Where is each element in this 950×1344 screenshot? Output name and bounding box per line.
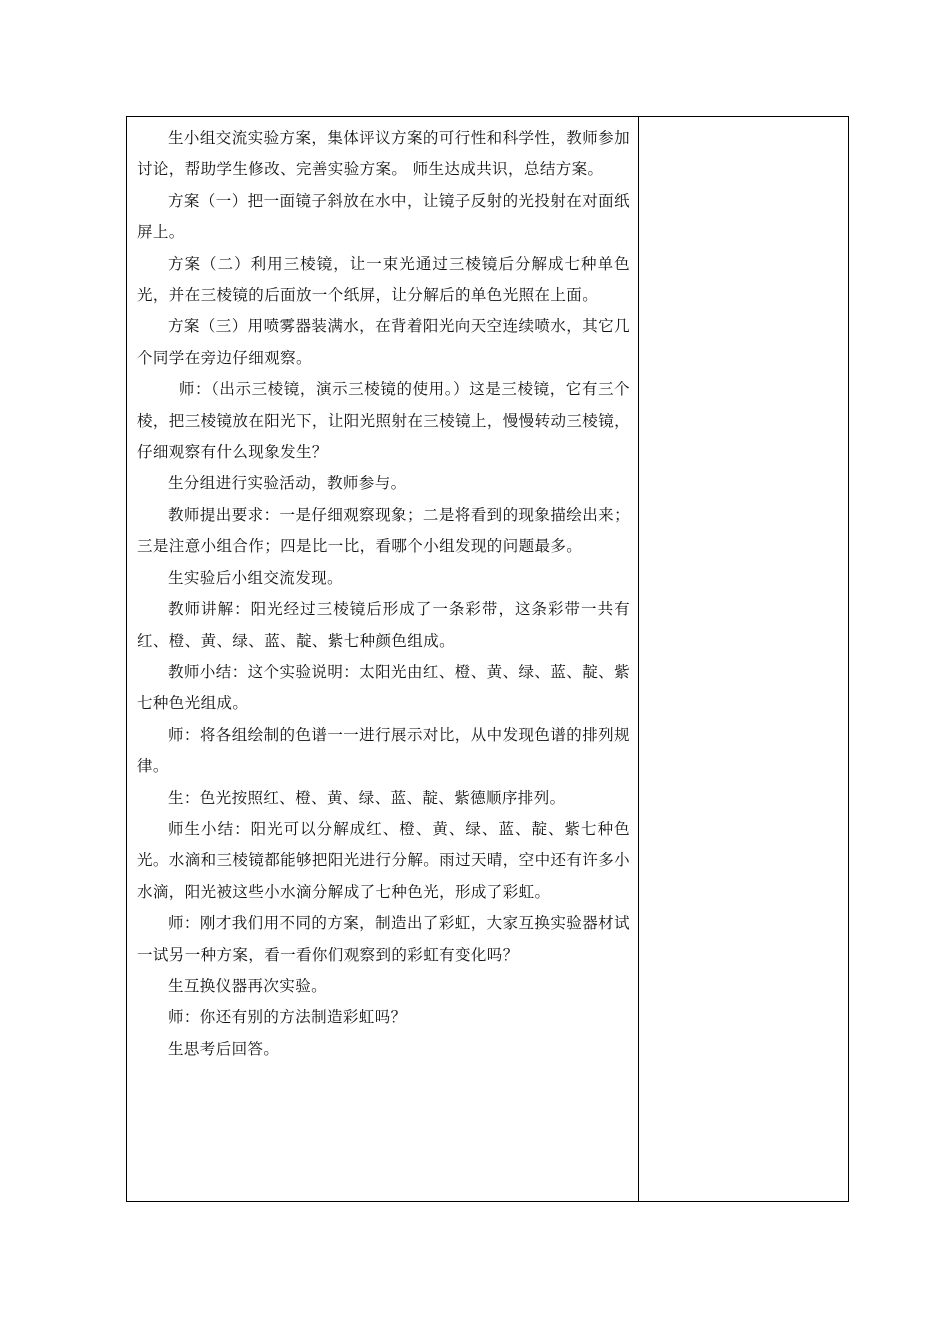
- lesson-plan-table: [126, 116, 849, 1202]
- table-row: [127, 117, 849, 1202]
- paragraph-group-exchange: 生实验后小组交流发现。: [168, 568, 343, 587]
- paragraph-joint-summary: 师生小结：阳光可以分解成红、橙、黄、绿、蓝、靛、紫七种色光。水滴和三棱镜都能够把阳光进行分解。雨过天晴，空中还有许多小水滴，阳光被这些小水滴分解成了七种色光，形成了彩虹。: [137, 819, 630, 901]
- paragraph-teacher-explain: 教师讲解：阳光经过三棱镜后形成了一条彩带，这条彩带一共有红、橙、黄、绿、蓝、靛、紫七种颜色组成。: [137, 600, 630, 650]
- teaching-process-cell: [127, 117, 639, 1202]
- paragraph-prism-demo: 师：（出示三棱镜，演示三棱镜的使用。）这是三棱镜，它有三个棱，把三棱镜放在阳光下，让阳光照射在三棱镜上，慢慢转动三棱镜，仔细观察有什么现象发生？: [137, 380, 630, 462]
- paragraph-plan-discussion: 生小组交流实验方案，集体评议方案的可行性和科学性，教师参加讨论，帮助学生修改、完善实验方案。 师生达成共识，总结方案。: [137, 129, 630, 179]
- paragraph-requirements: 教师提出要求：一是仔细观察现象；二是将看到的现象描绘出来；三是注意小组合作；四是比一比，看哪个小组发现的问题最多。: [137, 505, 630, 556]
- paragraph-swap-plans: 师：刚才我们用不同的方案，制造出了彩虹，大家互换实验器材试一试另一种方案，看一看你们观察到的彩虹有变化吗？: [137, 914, 630, 964]
- paragraph-spectrum-compare: 师：将各组绘制的色谱一一进行展示对比，从中发现色谱的排列规律。: [137, 725, 630, 776]
- paragraph-student-answer: 生思考后回答。: [168, 1039, 280, 1058]
- paragraph-plan-three: 方案（三）用喷雾器装满水，在背着阳光向天空连续喷水，其它几个同学在旁边仔细观察。: [137, 317, 630, 367]
- paragraph-repeat-experiment: 生互换仪器再次实验。: [168, 976, 328, 995]
- paragraph-color-order: 生：色光按照红、橙、黄、绿、蓝、靛、紫德顺序排列。: [168, 788, 566, 807]
- paragraph-list: [127, 117, 638, 1065]
- paragraph-group-experiment: 生分组进行实验活动，教师参与。: [168, 474, 407, 493]
- paragraph-plan-one: 方案（一）把一面镜子斜放在水中，让镜子反射的光投射在对面纸屏上。: [137, 191, 630, 242]
- paragraph-plan-two: 方案（二）利用三棱镜，让一束光通过三棱镜后分解成七种单色光，并在三棱镜的后面放一个纸屏，让分解后的单色光照在上面。: [137, 254, 630, 305]
- notes-cell: [639, 117, 849, 1202]
- paragraph-other-methods: 师：你还有别的方法制造彩虹吗？: [168, 1008, 407, 1027]
- paragraph-teacher-summary: 教师小结：这个实验说明：太阳光由红、橙、黄、绿、蓝、靛、紫七种色光组成。: [137, 662, 630, 713]
